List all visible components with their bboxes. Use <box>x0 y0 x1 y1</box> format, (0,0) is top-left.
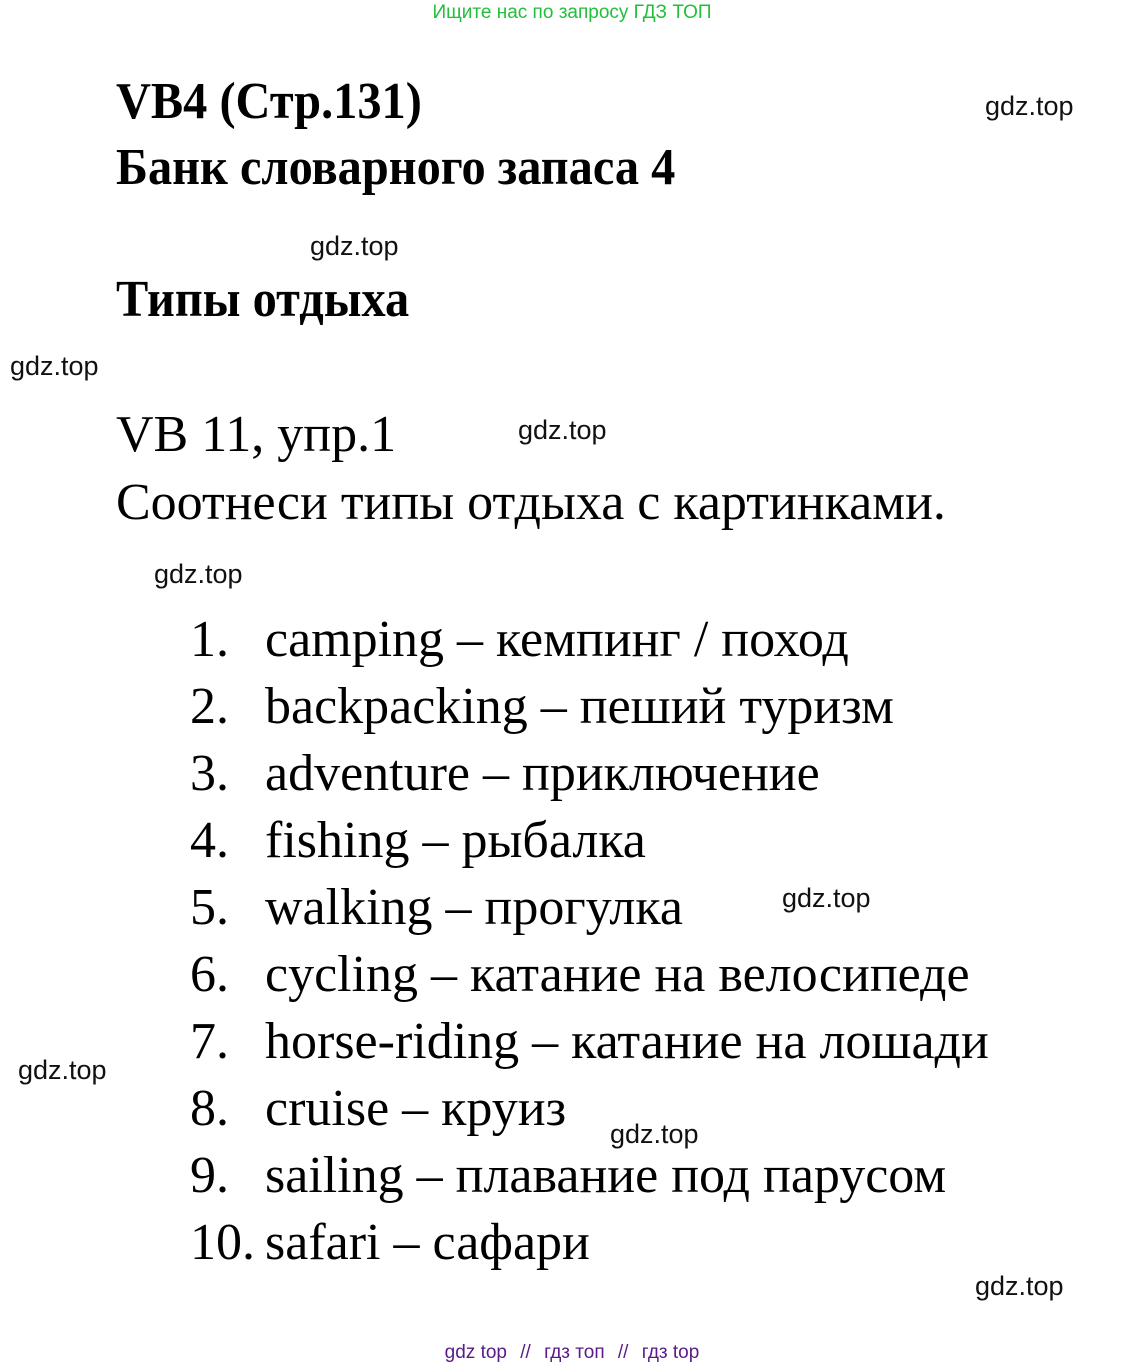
exercise-label: VB 11, упр.1 <box>116 406 397 463</box>
instruction-text: Соотнеси типы отдыха с картинками. <box>116 474 946 531</box>
item-text: walking – прогулка <box>265 879 683 936</box>
item-text: camping – кемпинг / поход <box>265 611 849 668</box>
watermark: gdz.top <box>782 883 871 913</box>
item-number: 10. <box>190 1214 255 1271</box>
list-item <box>190 740 989 807</box>
watermark: gdz.top <box>18 1055 107 1085</box>
page-title: VB4 (Стр.131) <box>116 73 422 130</box>
item-number: 2. <box>190 678 229 735</box>
item-number: 9. <box>190 1147 229 1204</box>
section-title: Типы отдыха <box>116 271 410 328</box>
footer-separator: // <box>520 1342 531 1363</box>
item-text: safari – сафари <box>265 1214 590 1271</box>
item-text: fishing – рыбалка <box>265 812 646 869</box>
page-subtitle: Банк словарного запаса 4 <box>116 139 676 196</box>
watermark: gdz.top <box>10 351 99 381</box>
footer-separator: // <box>617 1342 629 1363</box>
watermark: gdz.top <box>985 91 1074 121</box>
footer-link-gdz-top-mixed[interactable]: гдз top <box>641 1342 700 1363</box>
item-number: 7. <box>190 1013 229 1070</box>
item-number: 1. <box>190 611 229 668</box>
watermark: gdz.top <box>310 231 399 261</box>
watermark: gdz.top <box>975 1271 1064 1301</box>
list-item <box>190 1075 989 1142</box>
item-number: 5. <box>190 879 229 936</box>
list-item <box>190 1008 989 1075</box>
item-text: adventure – приключение <box>265 745 820 802</box>
item-text: sailing – плавание под парусом <box>265 1147 947 1204</box>
footer-link-gdz-top-ru[interactable]: гдз топ <box>544 1342 605 1363</box>
vocabulary-list <box>190 606 989 1276</box>
list-item <box>190 807 989 874</box>
list-item <box>190 941 989 1008</box>
item-number: 3. <box>190 745 229 802</box>
item-text: backpacking – пеший туризм <box>265 678 894 735</box>
item-text: cruise – круиз <box>265 1080 567 1137</box>
item-text: cycling – катание на велосипеде <box>265 946 970 1003</box>
item-number: 8. <box>190 1080 229 1137</box>
watermark: gdz.top <box>610 1119 699 1149</box>
item-text: horse-riding – катание на лошади <box>265 1013 989 1070</box>
footer-link-gdz-top[interactable]: gdz top <box>444 1342 507 1363</box>
list-item <box>190 1142 989 1209</box>
footer-links <box>0 1340 1144 1366</box>
list-item <box>190 1209 989 1276</box>
search-hint-banner: Ищите нас по запросу ГДЗ ТОП <box>432 2 712 23</box>
item-number: 6. <box>190 946 229 1003</box>
list-item <box>190 606 989 673</box>
watermark: gdz.top <box>518 415 607 445</box>
list-item <box>190 673 989 740</box>
watermark: gdz.top <box>154 559 243 589</box>
list-item <box>190 874 989 941</box>
item-number: 4. <box>190 812 229 869</box>
